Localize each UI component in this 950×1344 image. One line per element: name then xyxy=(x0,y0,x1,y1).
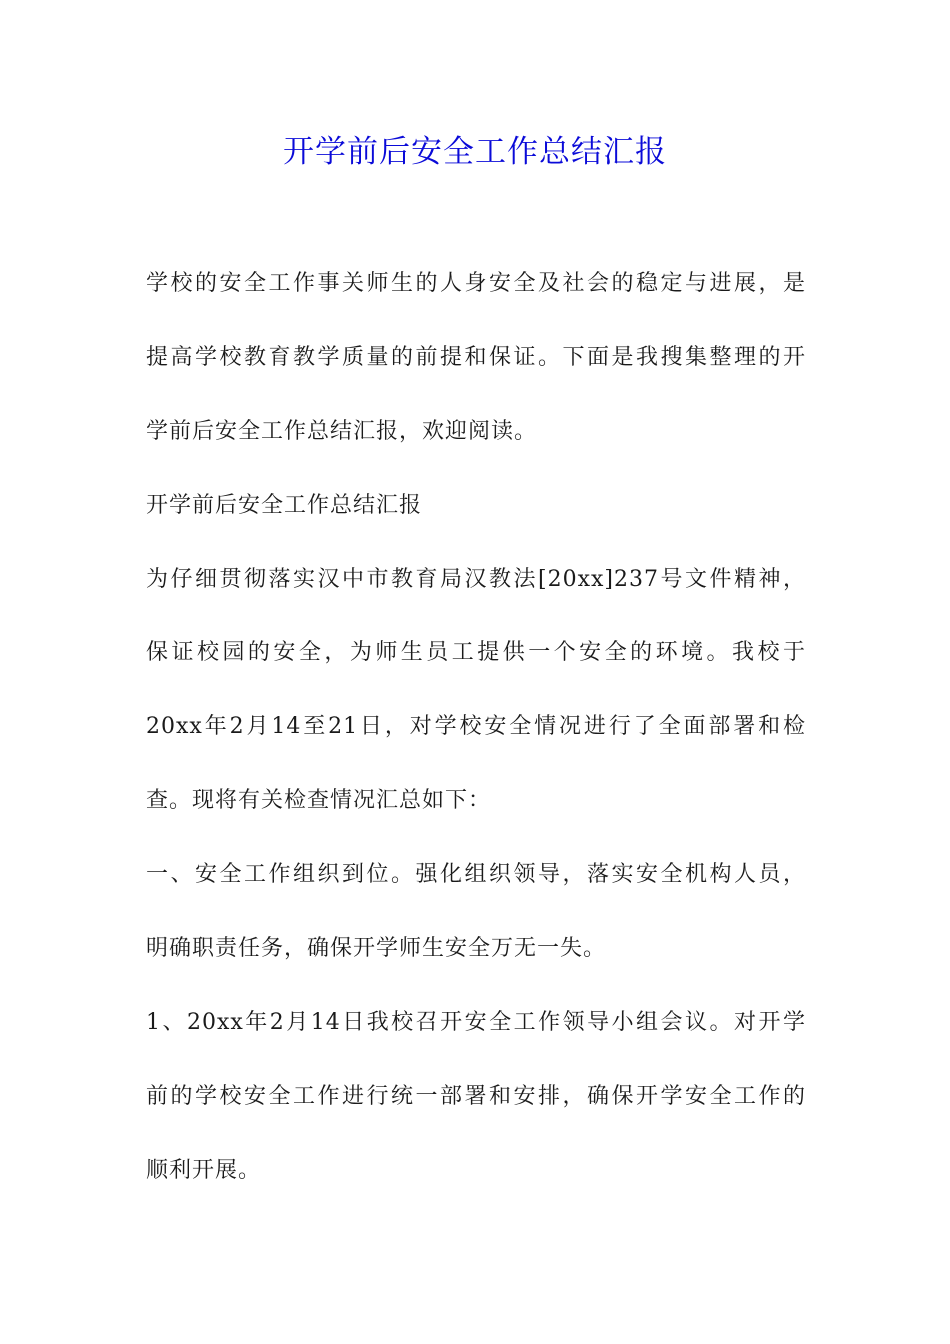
document-title: 开学前后安全工作总结汇报 xyxy=(283,134,667,170)
text-line: 前的学校安全工作进行统一部署和安排，确保开学安全工作的 xyxy=(146,1083,806,1109)
text-line: 一、安全工作组织到位。强化组织领导，落实安全机构人员， xyxy=(146,862,806,888)
text-line: 开学前后安全工作总结汇报 xyxy=(146,492,423,518)
text-line: 1、20xx年2月14日我校召开安全工作领导小组会议。对开学 xyxy=(146,1009,806,1035)
text-line: 学校的安全工作事关师生的人身安全及社会的稳定与进展，是 xyxy=(146,271,806,296)
text-line: 明确职责任务，确保开学师生安全万无一失。 xyxy=(146,936,607,962)
document-body xyxy=(146,262,806,1223)
text-line: 学前后安全工作总结汇报，欢迎阅读。 xyxy=(146,418,538,444)
text-line: 顺利开展。 xyxy=(146,1157,262,1183)
text-line: 20xx年2月14至21日，对学校安全情况进行了全面部署和检 xyxy=(146,714,806,740)
text-line: 为仔细贯彻落实汉中市教育局汉教法[20xx]237号文件精神， xyxy=(146,566,806,592)
text-line: 保证校园的安全，为师生员工提供一个安全的环境。我校于 xyxy=(146,640,806,666)
text-line: 提高学校教育教学质量的前提和保证。下面是我搜集整理的开 xyxy=(146,344,806,370)
text-line: 查。现将有关检查情况汇总如下： xyxy=(146,788,492,814)
